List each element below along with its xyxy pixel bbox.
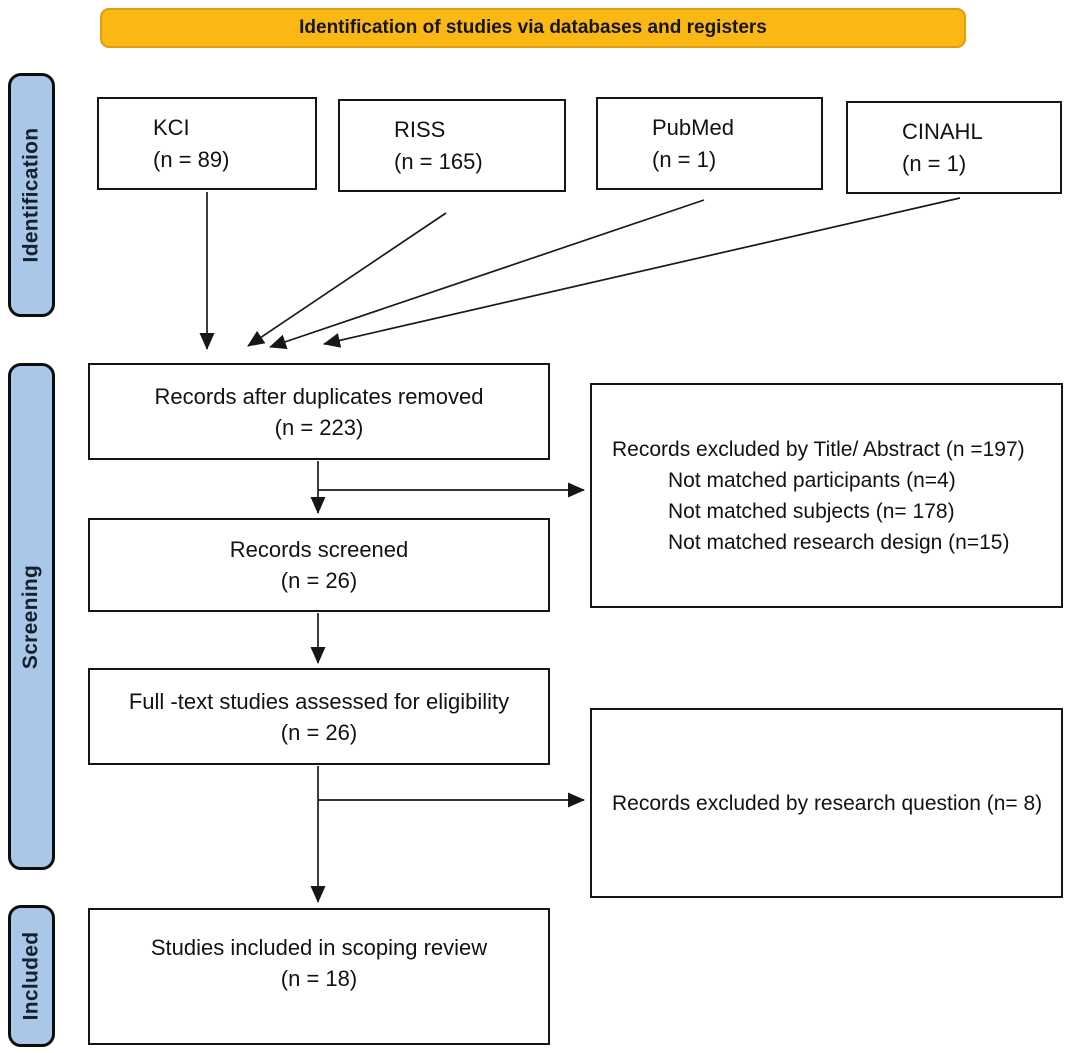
source-count: (n = 165) xyxy=(394,148,483,174)
flow-box-studies-included xyxy=(88,908,550,1045)
source-name: RISS xyxy=(394,116,446,142)
arrow-riss-to-duplicates xyxy=(248,213,446,346)
flow-label: Studies included in scoping review xyxy=(150,934,488,960)
source-name: KCI xyxy=(153,114,190,140)
stage-label-identification: Identification xyxy=(19,127,43,263)
stage-bar-included xyxy=(8,905,55,1047)
source-count: (n = 1) xyxy=(902,150,967,176)
exclusion-reason: Not matched research design (n=15) xyxy=(668,530,1010,554)
stage-label-included: Included xyxy=(19,931,43,1021)
exclusion-reason: Not matched participants (n=4) xyxy=(668,468,956,492)
source-box-pubmed xyxy=(596,97,823,190)
source-name: PubMed xyxy=(652,114,734,140)
stage-bar-identification xyxy=(8,73,55,317)
flow-box-records-screened xyxy=(88,518,550,612)
arrow-pubmed-to-duplicates xyxy=(270,200,704,347)
flow-count: (n = 26) xyxy=(280,568,358,593)
flow-label: Records screened xyxy=(229,537,409,562)
diagram-title: Identification of studies via databases and registers xyxy=(299,17,767,38)
flow-count: (n = 26) xyxy=(280,719,358,745)
source-count: (n = 89) xyxy=(153,146,230,172)
exclusion-reason: Not matched subjects (n= 178) xyxy=(668,499,955,523)
flow-count: (n = 223) xyxy=(274,414,364,440)
flow-label: Records after duplicates removed xyxy=(154,383,484,409)
source-name: CINAHL xyxy=(902,118,983,144)
exclusion-box-title-abstract xyxy=(590,383,1063,608)
stage-label-screening: Screening xyxy=(19,564,43,669)
stage-bar-screening xyxy=(8,363,55,870)
exclusion-title: Records excluded by Title/ Abstract (n =197) xyxy=(612,437,1025,461)
flow-box-fulltext-assessed xyxy=(88,668,550,765)
source-box-riss xyxy=(338,99,566,192)
source-box-kci xyxy=(97,97,317,190)
source-box-cinahl xyxy=(846,101,1062,194)
flow-box-duplicates-removed xyxy=(88,363,550,460)
exclusion-box-research-question xyxy=(590,708,1063,898)
exclusion-title: Records excluded by research question (n= 8) xyxy=(612,791,1043,815)
diagram-title-banner xyxy=(100,8,966,48)
arrow-cinahl-to-duplicates xyxy=(324,198,960,344)
flow-count: (n = 18) xyxy=(280,965,358,991)
source-count: (n = 1) xyxy=(652,146,717,172)
flow-label: Full -text studies assessed for eligibility xyxy=(128,688,510,714)
